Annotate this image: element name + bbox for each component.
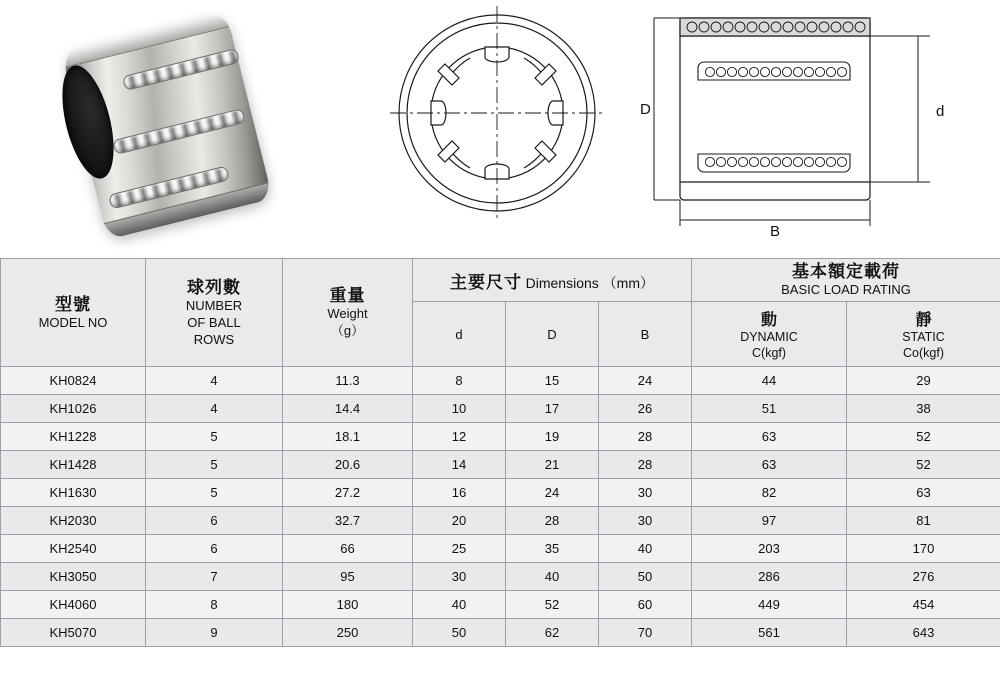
table-row (1, 507, 1000, 535)
cell-weight: 11.3 (283, 367, 413, 395)
th-model-cn: 型號 (55, 294, 91, 314)
cell-static: 643 (847, 619, 1000, 647)
cell-ball-rows: 5 (146, 451, 283, 479)
cell-d: 40 (413, 591, 506, 619)
cell-dynamic: 82 (692, 479, 847, 507)
cell-D: 19 (506, 423, 599, 451)
cell-dynamic: 63 (692, 451, 847, 479)
specification-table (0, 258, 1000, 647)
cell-static: 52 (847, 423, 1000, 451)
cell-d: 14 (413, 451, 506, 479)
table-body (1, 367, 1000, 647)
th-static-en: STATIC (902, 330, 945, 345)
cell-ball-rows: 6 (146, 507, 283, 535)
cell-D: 17 (506, 395, 599, 423)
bearing-front-section-view (390, 6, 605, 221)
cell-B: 40 (599, 535, 692, 563)
cell-weight: 66 (283, 535, 413, 563)
cell-D: 40 (506, 563, 599, 591)
th-dynamic-en: DYNAMIC (740, 330, 798, 345)
th-weight (283, 259, 413, 367)
cell-weight: 20.6 (283, 451, 413, 479)
cell-static: 52 (847, 451, 1000, 479)
cell-D: 24 (506, 479, 599, 507)
th-ball-rows-en3: ROWS (193, 331, 235, 347)
cell-D: 28 (506, 507, 599, 535)
cell-static: 276 (847, 563, 1000, 591)
cell-static: 81 (847, 507, 1000, 535)
cell-weight: 250 (283, 619, 413, 647)
cell-dynamic: 51 (692, 395, 847, 423)
cell-weight: 32.7 (283, 507, 413, 535)
cell-d: 10 (413, 395, 506, 423)
cell-B: 28 (599, 423, 692, 451)
cell-d: 30 (413, 563, 506, 591)
cell-weight: 95 (283, 563, 413, 591)
th-dimensions-en: Dimensions （mm） (525, 274, 654, 291)
cell-weight: 14.4 (283, 395, 413, 423)
cell-ball-rows: 4 (146, 395, 283, 423)
bearing-cross-section-view (640, 4, 960, 234)
cell-model: KH2030 (1, 507, 146, 535)
cell-ball-rows: 5 (146, 479, 283, 507)
cell-B: 26 (599, 395, 692, 423)
cell-ball-rows: 9 (146, 619, 283, 647)
cell-B: 50 (599, 563, 692, 591)
cell-ball-rows: 7 (146, 563, 283, 591)
th-load-rating-en: BASIC LOAD RATING (781, 282, 911, 298)
dimension-label-B: B (770, 223, 781, 236)
th-dim-D: D (506, 302, 599, 367)
th-static-unit: Co(kgf) (903, 345, 945, 360)
cell-D: 15 (506, 367, 599, 395)
cell-static: 29 (847, 367, 1000, 395)
th-static (847, 302, 1000, 367)
cell-model: KH1026 (1, 395, 146, 423)
cell-d: 16 (413, 479, 506, 507)
th-dimensions (413, 259, 692, 302)
table-row (1, 451, 1000, 479)
table-row (1, 395, 1000, 423)
table-row (1, 619, 1000, 647)
cell-d: 20 (413, 507, 506, 535)
th-weight-en: Weight (327, 306, 368, 322)
th-load-rating-cn: 基本額定載荷 (792, 262, 901, 281)
cell-weight: 180 (283, 591, 413, 619)
table-row (1, 535, 1000, 563)
dimension-label-d: d (936, 103, 945, 120)
front-view-drawing (390, 6, 605, 221)
cell-model: KH1228 (1, 423, 146, 451)
th-ball-rows-en2: OF BALL (187, 314, 241, 330)
cell-model: KH3050 (1, 563, 146, 591)
cell-ball-rows: 4 (146, 367, 283, 395)
cell-static: 454 (847, 591, 1000, 619)
cell-D: 35 (506, 535, 599, 563)
table-row (1, 367, 1000, 395)
cell-dynamic: 286 (692, 563, 847, 591)
cell-dynamic: 44 (692, 367, 847, 395)
table-row (1, 479, 1000, 507)
cell-model: KH1428 (1, 451, 146, 479)
cell-B: 24 (599, 367, 692, 395)
cell-dynamic: 97 (692, 507, 847, 535)
cell-weight: 27.2 (283, 479, 413, 507)
cell-B: 70 (599, 619, 692, 647)
cell-static: 38 (847, 395, 1000, 423)
dimension-label-D: D (640, 101, 651, 118)
th-static-cn: 靜 (915, 312, 932, 330)
cell-model: KH4060 (1, 591, 146, 619)
section-view-drawing (640, 4, 960, 236)
cell-dynamic: 63 (692, 423, 847, 451)
th-weight-unit: （g） (330, 323, 365, 339)
cell-d: 50 (413, 619, 506, 647)
cell-d: 12 (413, 423, 506, 451)
cell-B: 30 (599, 507, 692, 535)
cell-D: 62 (506, 619, 599, 647)
linear-ball-bearing-photo (60, 12, 295, 242)
cell-dynamic: 203 (692, 535, 847, 563)
cell-d: 8 (413, 367, 506, 395)
table-header (1, 259, 1000, 367)
th-load-rating (692, 259, 1000, 302)
cell-dynamic: 561 (692, 619, 847, 647)
th-dynamic-cn: 動 (761, 312, 778, 330)
th-ball-rows-en1: NUMBER (185, 297, 243, 313)
cell-weight: 18.1 (283, 423, 413, 451)
cell-static: 63 (847, 479, 1000, 507)
th-dimensions-cn: 主要尺寸 (450, 272, 523, 292)
cell-dynamic: 449 (692, 591, 847, 619)
cell-d: 25 (413, 535, 506, 563)
th-model (1, 259, 146, 367)
th-dim-B: B (599, 302, 692, 367)
th-ball-rows-cn: 球列數 (187, 277, 241, 297)
cell-ball-rows: 8 (146, 591, 283, 619)
table-row (1, 563, 1000, 591)
cell-B: 28 (599, 451, 692, 479)
th-ball-rows (146, 259, 283, 367)
cell-D: 21 (506, 451, 599, 479)
th-dynamic (692, 302, 847, 367)
cell-D: 52 (506, 591, 599, 619)
cell-model: KH0824 (1, 367, 146, 395)
cell-ball-rows: 6 (146, 535, 283, 563)
cell-model: KH5070 (1, 619, 146, 647)
th-dim-d: d (413, 302, 506, 367)
cell-B: 30 (599, 479, 692, 507)
cell-model: KH2540 (1, 535, 146, 563)
th-dynamic-unit: C(kgf) (752, 345, 787, 360)
cell-B: 60 (599, 591, 692, 619)
cell-static: 170 (847, 535, 1000, 563)
th-weight-cn: 重量 (329, 286, 366, 306)
table-row (1, 591, 1000, 619)
table-row (1, 423, 1000, 451)
th-model-en: MODEL NO (38, 314, 108, 330)
illustration-area (0, 0, 1000, 258)
cell-ball-rows: 5 (146, 423, 283, 451)
cell-model: KH1630 (1, 479, 146, 507)
